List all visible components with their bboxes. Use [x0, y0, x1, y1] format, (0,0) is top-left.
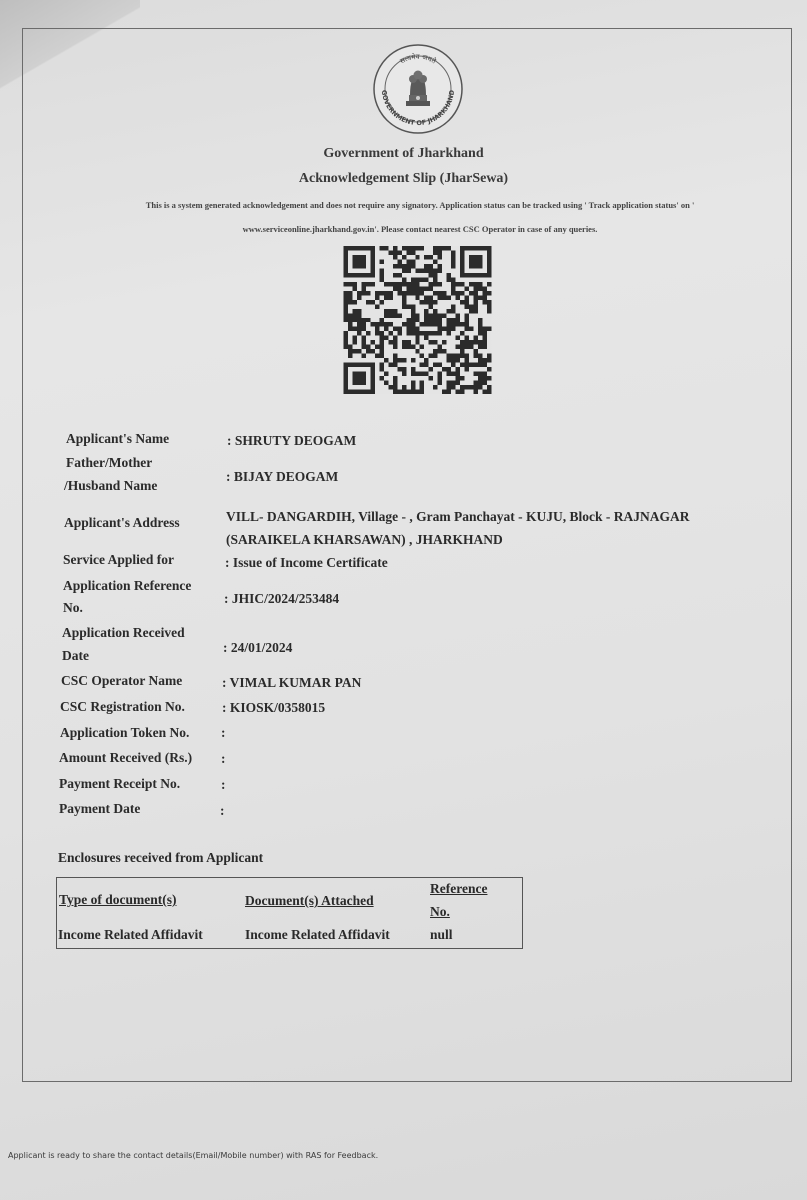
- token-label: Application Token No.: [60, 725, 190, 740]
- registration-label: CSC Registration No.: [60, 699, 185, 714]
- service-label: Service Applied for: [63, 552, 174, 567]
- table-cell-reference: null: [430, 927, 453, 942]
- registration-value: : KIOSK/0358015: [222, 700, 326, 715]
- operator-value: : VIMAL KUMAR PAN: [222, 675, 362, 690]
- enclosures-table: [56, 877, 523, 949]
- enclosures-title: Enclosures received from Applicant: [58, 850, 264, 865]
- parent-label-line1: Father/Mother: [66, 455, 153, 470]
- disclaimer-line-2: www.serviceonline.jharkhand.gov.in'. Please contact nearest CSC Operator in case of any queries.: [242, 224, 598, 234]
- disclaimer-line-1: This is a system generated acknowledgement and does not require any signatory. Application status can be tracked using ' Track application status' on ': [145, 200, 695, 210]
- amount-label: Amount Received (Rs.): [59, 750, 193, 765]
- svg-text:GOVERNMENT OF JHARKHAND: GOVERNMENT OF JHARKHAND: [379, 89, 457, 128]
- payment-date-value: :: [220, 803, 225, 818]
- address-label: Applicant's Address: [64, 515, 180, 530]
- reference-label-line2: No.: [63, 600, 83, 615]
- received-value: : 24/01/2024: [223, 640, 293, 655]
- applicant-name-value: : SHRUTY DEOGAM: [227, 433, 357, 448]
- receipt-label: Payment Receipt No.: [59, 776, 181, 791]
- svg-text:सत्यमेव जयते: सत्यमेव जयते: [398, 52, 438, 66]
- operator-label: CSC Operator Name: [61, 673, 183, 688]
- payment-date-label: Payment Date: [59, 801, 141, 816]
- table-cell-attached: Income Related Affidavit: [245, 927, 390, 942]
- received-label-line2: Date: [62, 648, 89, 663]
- qr-code-icon: [341, 246, 494, 394]
- reference-value: : JHIC/2024/253484: [224, 591, 340, 606]
- document-subtitle: Acknowledgement Slip (JharSewa): [298, 171, 509, 186]
- feedback-footer: Applicant is ready to share the contact details(Email/Mobile number) with RAS for Feedback.: [8, 1151, 379, 1160]
- amount-value: :: [221, 751, 226, 766]
- column-header-reference-line2: No.: [430, 904, 450, 919]
- service-value: : Issue of Income Certificate: [225, 555, 388, 570]
- parent-label-line2: /Husband Name: [64, 478, 158, 493]
- address-value-line1: VILL- DANGARDIH, Village - , Gram Panchayat - KUJU, Block - RAJNAGAR: [226, 509, 690, 524]
- column-header-reference-line1: Reference: [430, 881, 488, 896]
- column-header-type: Type of document(s): [59, 892, 177, 907]
- reference-label-line1: Application Reference: [63, 578, 192, 593]
- document-title: Government of Jharkhand: [323, 146, 484, 161]
- received-label-line1: Application Received: [62, 625, 185, 640]
- address-value-line2: (SARAIKELA KHARSAWAN) , JHARKHAND: [226, 532, 503, 547]
- table-cell-type: Income Related Affidavit: [58, 927, 203, 942]
- column-header-attached: Document(s) Attached: [245, 893, 374, 908]
- parent-value: : BIJAY DEOGAM: [226, 469, 339, 484]
- government-emblem-seal: [372, 43, 464, 135]
- token-value: :: [221, 725, 226, 740]
- applicant-name-label: Applicant's Name: [66, 431, 170, 446]
- receipt-value: :: [221, 777, 226, 792]
